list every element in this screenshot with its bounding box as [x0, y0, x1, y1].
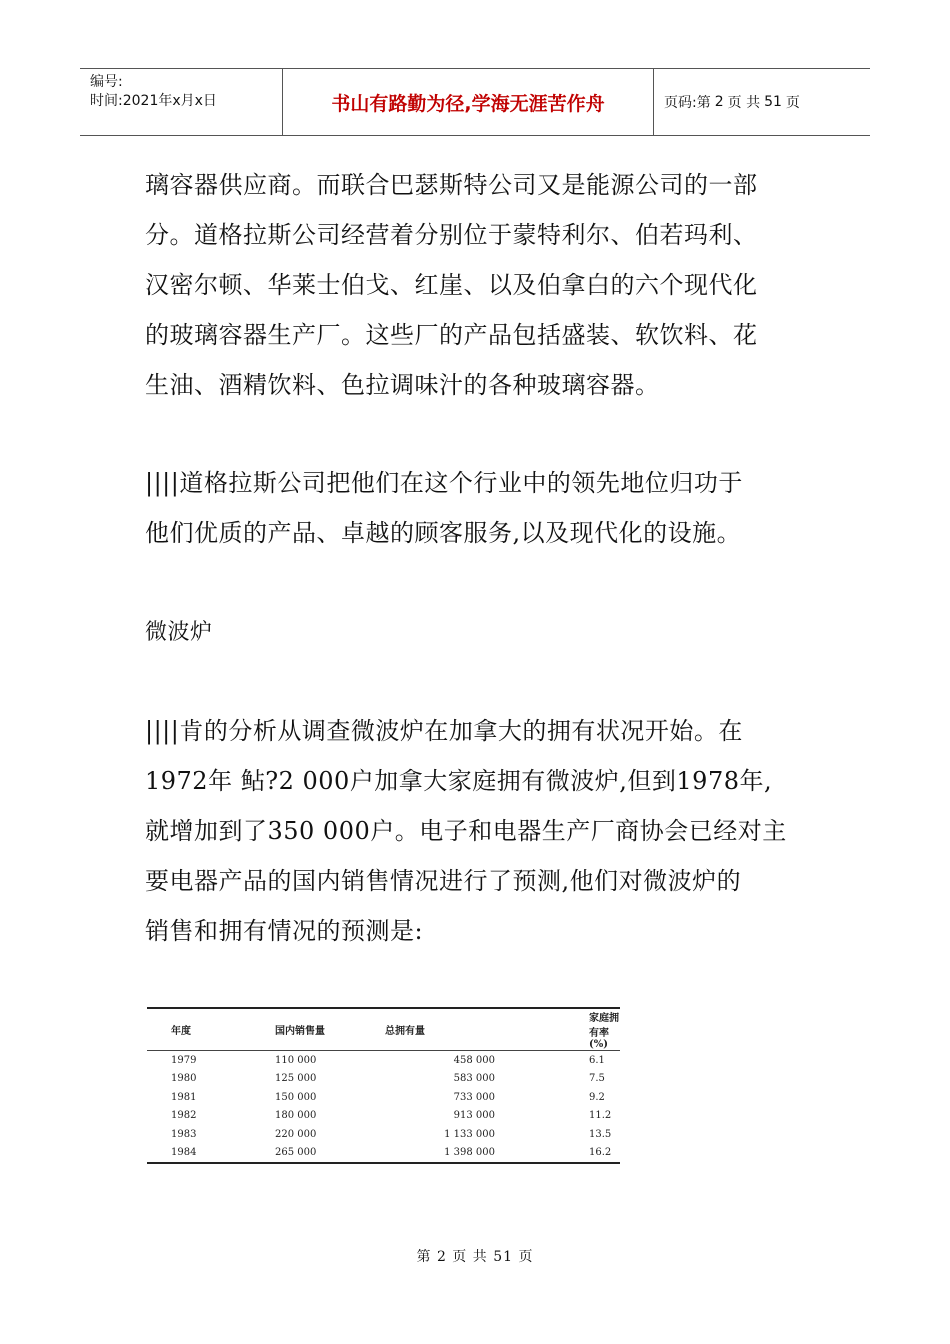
cell-year: 1982 — [171, 1110, 197, 1122]
header-page-info — [654, 69, 870, 135]
header-date-label: 时间:2021年x月x日 — [90, 93, 217, 109]
text-line: 汉密尔顿、华莱士伯戈、红崖、以及伯拿白的六个现代化 — [145, 271, 758, 299]
cell-year: 1984 — [171, 1147, 197, 1159]
paragraph-3 — [145, 706, 825, 956]
text-line: 分。道格拉斯公司经营着分别位于蒙特利尔、伯若玛利、 — [145, 221, 758, 249]
page-total: 51 — [764, 94, 782, 110]
text-line: 1972年 鲇?2 000户加拿大家庭拥有微波炉,但到1978年, — [145, 767, 773, 795]
cell-rate: 13.5 — [589, 1128, 612, 1140]
cell-owned: 913 000 — [453, 1110, 495, 1122]
cell-sales: 180 000 — [275, 1110, 317, 1122]
header-domestic-sales: 国内销售量 — [275, 1026, 325, 1037]
table-row — [147, 1070, 620, 1089]
cell-rate: 11.2 — [589, 1110, 612, 1122]
cell-year: 1983 — [171, 1128, 197, 1140]
table-header-row — [147, 1008, 620, 1051]
cell-owned: 1 133 000 — [444, 1128, 495, 1140]
forecast-table — [147, 1007, 620, 1164]
cell-owned: 1 398 000 — [444, 1147, 495, 1159]
text-line: 就增加到了350 000户。电子和电器生产厂商协会已经对主 — [145, 817, 787, 845]
paragraph-1 — [145, 160, 825, 410]
text-line: 璃容器供应商。而联合巴瑟斯特公司又是能源公司的一部 — [145, 171, 758, 199]
cell-sales: 110 000 — [275, 1054, 317, 1066]
cell-rate: 16.2 — [589, 1147, 612, 1159]
text-line: 他们优质的产品、卓越的顾客服务,以及现代化的设施。 — [145, 519, 742, 547]
table-row — [147, 1051, 620, 1070]
cell-year: 1980 — [171, 1073, 197, 1085]
header-year: 年度 — [171, 1026, 191, 1037]
cell-year: 1981 — [171, 1091, 197, 1103]
heading-text: 微波炉 — [145, 620, 213, 645]
cell-rate: 6.1 — [589, 1054, 605, 1066]
page-label: 页码:第 — [664, 95, 711, 111]
text-line: ||||道格拉斯公司把他们在这个行业中的领先地位归功于 — [145, 469, 743, 497]
text-line: 生油、酒精饮料、色拉调味汁的各种玻璃容器。 — [145, 371, 660, 399]
header-number-label: 编号: — [90, 74, 123, 90]
text-line: 销售和拥有情况的预测是: — [145, 917, 424, 945]
table-row — [147, 1107, 620, 1126]
page-current: 2 — [714, 94, 724, 110]
section-heading — [145, 608, 825, 658]
page-mid: 页 共 — [727, 95, 761, 111]
text-line: ||||肯的分析从调查微波炉在加拿大的拥有状况开始。在 — [145, 717, 743, 745]
page-footer: 第 2 页 共 51 页 — [416, 1249, 534, 1265]
cell-year: 1979 — [171, 1054, 197, 1066]
header-motto: 书山有路勤为径,学海无涯苦作舟 — [282, 69, 654, 135]
header-total-owned: 总拥有量 — [385, 1026, 425, 1037]
table-row — [147, 1088, 620, 1107]
table-row — [147, 1125, 620, 1144]
page-header — [80, 68, 870, 136]
cell-owned: 458 000 — [453, 1054, 495, 1066]
cell-sales: 220 000 — [275, 1128, 317, 1140]
table-row — [147, 1144, 620, 1164]
cell-owned: 583 000 — [453, 1073, 495, 1085]
cell-rate: 9.2 — [589, 1091, 605, 1103]
header-meta — [80, 69, 282, 135]
header-ownership-rate: 家庭拥有率(%) — [589, 1013, 619, 1050]
text-line: 的玻璃容器生产厂。这些厂的产品包括盛装、软饮料、花 — [145, 321, 758, 349]
cell-sales: 150 000 — [275, 1091, 317, 1103]
cell-sales: 125 000 — [275, 1073, 317, 1085]
page-suffix: 页 — [785, 95, 800, 111]
cell-owned: 733 000 — [453, 1091, 495, 1103]
cell-rate: 7.5 — [589, 1073, 605, 1085]
cell-sales: 265 000 — [275, 1147, 317, 1159]
text-line: 要电器产品的国内销售情况进行了预测,他们对微波炉的 — [145, 867, 742, 895]
paragraph-2 — [145, 458, 825, 558]
